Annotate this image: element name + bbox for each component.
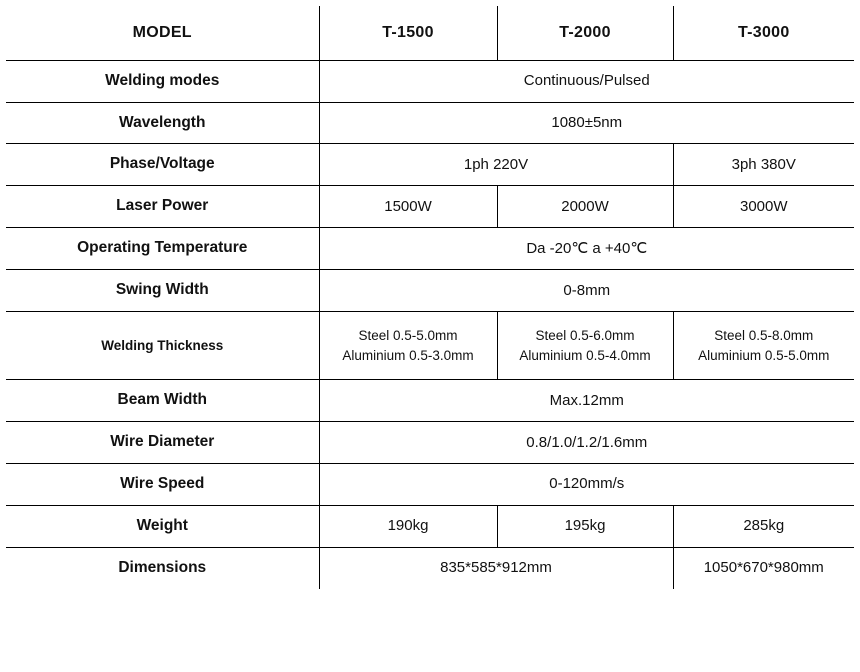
row-value: 3000W	[673, 186, 854, 228]
table-row	[6, 144, 854, 186]
value-line: Aluminium 0.5-4.0mm	[519, 347, 651, 363]
row-value: 835*585*912mm	[319, 547, 673, 588]
row-value	[497, 312, 673, 380]
row-value: 1ph 220V	[319, 144, 673, 186]
table-row	[6, 547, 854, 588]
row-value: 3ph 380V	[673, 144, 854, 186]
value-line: Steel 0.5-5.0mm	[358, 328, 458, 344]
table-header-row	[6, 6, 854, 60]
row-value: 190kg	[319, 506, 497, 548]
row-label: Swing Width	[6, 270, 319, 312]
header-cell-t2000: T-2000	[497, 6, 673, 60]
row-label: Laser Power	[6, 186, 319, 228]
row-value: Max.12mm	[319, 380, 854, 422]
header-cell-t1500: T-1500	[319, 6, 497, 60]
row-label: Beam Width	[6, 380, 319, 422]
table-row	[6, 228, 854, 270]
value-line: Aluminium 0.5-3.0mm	[342, 347, 474, 363]
table-row	[6, 422, 854, 464]
row-label: Welding modes	[6, 60, 319, 102]
table-row	[6, 102, 854, 144]
row-value: 0.8/1.0/1.2/1.6mm	[319, 422, 854, 464]
row-value: 0-8mm	[319, 270, 854, 312]
row-label: Dimensions	[118, 558, 207, 576]
table-row	[6, 464, 854, 506]
row-value: 285kg	[673, 506, 854, 548]
row-value: 1050*670*980mm	[673, 547, 854, 588]
value-line: Steel 0.5-6.0mm	[535, 328, 635, 344]
table-row	[6, 186, 854, 228]
row-value: 2000W	[497, 186, 673, 228]
row-value: 195kg	[497, 506, 673, 548]
table-row	[6, 380, 854, 422]
table-row	[6, 60, 854, 102]
row-label: Wavelength	[6, 102, 319, 144]
header-cell-t3000: T-3000	[673, 6, 854, 60]
value-line: Steel 0.5-8.0mm	[714, 328, 814, 344]
table-row	[6, 312, 854, 380]
row-value: 1500W	[319, 186, 497, 228]
row-label: Wire Diameter	[6, 422, 319, 464]
header-cell-model: MODEL	[6, 6, 319, 60]
specifications-table	[6, 6, 854, 589]
value-line: Aluminium 0.5-5.0mm	[698, 347, 830, 363]
row-value: 0-120mm/s	[319, 464, 854, 506]
row-value	[319, 312, 497, 380]
row-label: Welding Thickness	[6, 312, 319, 380]
row-label: Phase/Voltage	[6, 144, 319, 186]
table-row	[6, 506, 854, 548]
row-label: Wire Speed	[6, 464, 319, 506]
row-value: Da -20℃ a +40℃	[319, 228, 854, 270]
row-value	[673, 312, 854, 380]
row-label: Weight	[6, 506, 319, 548]
row-value: Continuous/Pulsed	[319, 60, 854, 102]
table-body	[6, 6, 854, 589]
row-value: 1080±5nm	[319, 102, 854, 144]
row-label: Operating Temperature	[6, 228, 319, 270]
table-row	[6, 270, 854, 312]
